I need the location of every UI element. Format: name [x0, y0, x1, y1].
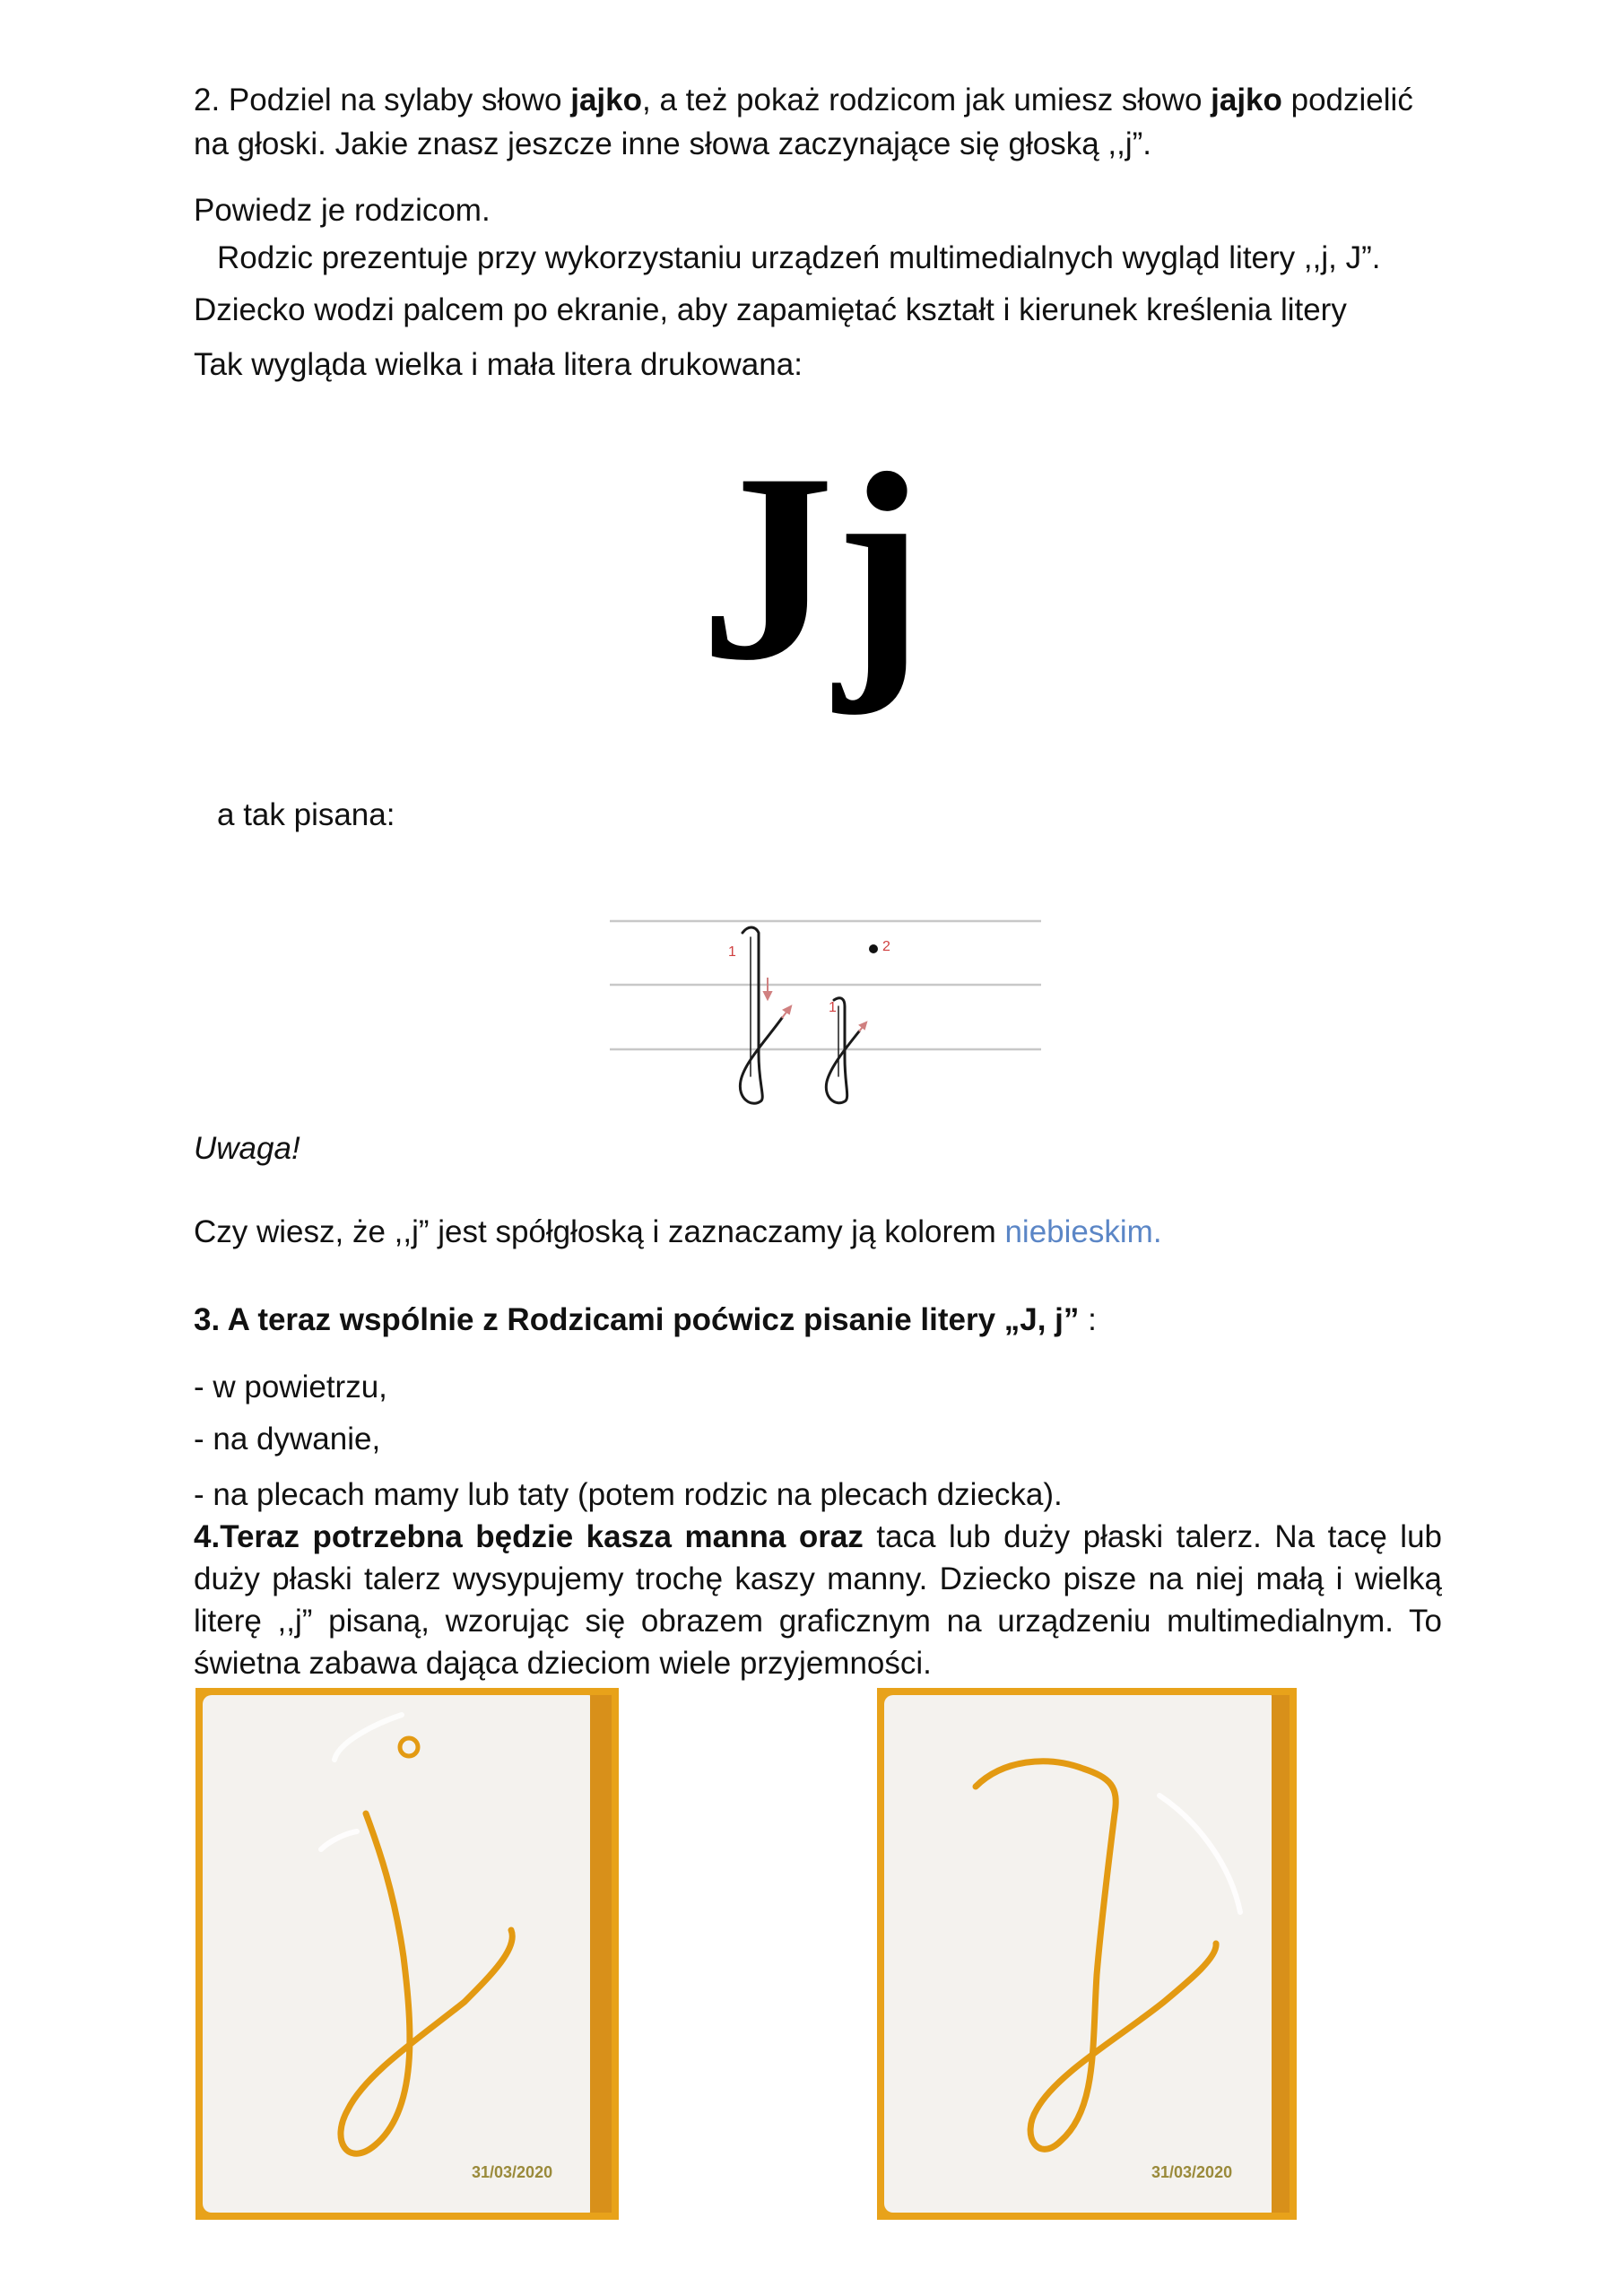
ex3-item-1: - w powietrzu,: [194, 1370, 387, 1405]
ex2-line-1: 2. Podziel na sylaby słowo jajko, a też pokaż rodzicom jak umiesz słowo jajko podzielić: [194, 83, 1413, 117]
stroke-number-lower: 1: [829, 1000, 837, 1015]
dot-mark: [869, 944, 878, 953]
uwaga-label: Uwaga!: [194, 1131, 300, 1166]
ex3-item-2: - na dywanie,: [194, 1422, 381, 1457]
note-line: Czy wiesz, że ,,j” jest spółgłoską i zaznaczamy ją kolorem niebieskim.: [194, 1214, 1162, 1249]
handwritten-label: a tak pisana:: [217, 797, 395, 832]
photo-date: 31/03/2020: [1151, 2163, 1233, 2181]
photo-date: 31/03/2020: [472, 2163, 553, 2181]
ex4-paragraph: 4.Teraz potrzebna będzie kasza manna oraz taca lub duży płaski talerz. Na tacę lub duży płaski talerz wysypujemy trochę kaszy manny. Dziecko pisze na niej małą i wielką literę ,,j” pisaną, wzorując się obrazem graficznym na urządzeniu multimedialnym. To świetna zabawa dająca dzieciom wiele przyjemności.: [194, 1519, 1443, 1681]
ex2-line-2: na głoski. Jakie znasz jeszcze inne słowa zaczynające się głoską ,,j”.: [194, 126, 1151, 161]
ex2-line-4: Rodzic prezentuje przy wykorzystaniu urządzeń multimedialnych wygląd litery ,,j, J”.: [217, 240, 1381, 275]
stroke-number-upper: 1: [728, 944, 736, 960]
printed-letters-jj: Jj: [699, 418, 925, 716]
ex2-line-6: Tak wygląda wielka i mała litera drukowana:: [194, 347, 803, 382]
handwritten-j-diagram: [606, 906, 1046, 1112]
blue-word: niebieskim.: [1004, 1214, 1162, 1249]
stroke-number-dot: 2: [882, 939, 890, 954]
capital-j-stroke: [740, 927, 782, 1103]
ex2-line-3: Powiedz je rodzicom.: [194, 193, 491, 228]
ex3-heading: 3. A teraz wspólnie z Rodzicami poćwicz pisanie litery „J, j” :: [194, 1302, 1097, 1337]
photo-small-j: [195, 1688, 619, 2220]
photo-capital-j: [877, 1688, 1297, 2220]
ex3-item-3: - na plecach mamy lub taty (potem rodzic na plecach dziecka).: [194, 1477, 1063, 1512]
ex2-line-5: Dziecko wodzi palcem po ekranie, aby zapamiętać kształt i kierunek kreślenia litery: [194, 292, 1347, 327]
